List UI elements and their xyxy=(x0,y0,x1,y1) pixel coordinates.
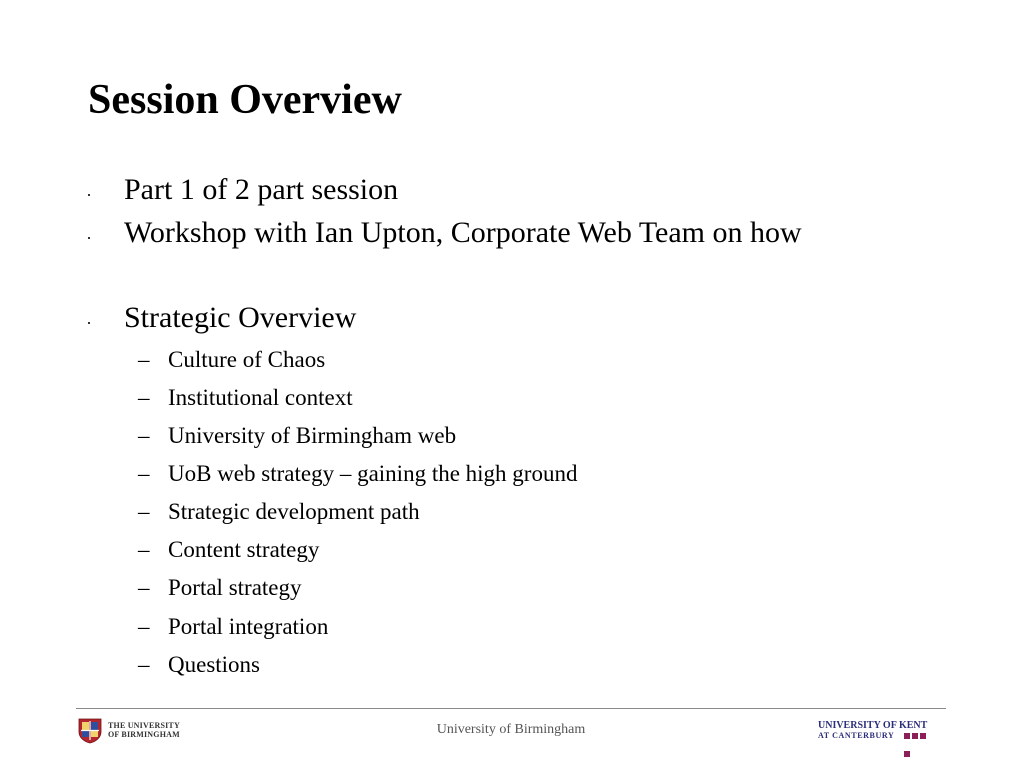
kent-logo-line1: UNIVERSITY OF KENT xyxy=(818,720,928,731)
uob-logo-line2: OF BIRMINGHAM xyxy=(108,730,180,739)
sub-bullet-text: UoB web strategy – gaining the high ground xyxy=(168,461,578,486)
dash-marker: – xyxy=(138,652,150,677)
sub-bullet-text: Portal integration xyxy=(168,614,329,639)
bullet-text: Workshop with Ian Upton, Corporate Web Team on how xyxy=(124,216,802,249)
dash-marker: – xyxy=(138,385,150,410)
sub-bullet-text: Institutional context xyxy=(168,385,353,410)
dash-marker: – xyxy=(138,537,150,562)
kent-squares-icon xyxy=(904,733,934,739)
bullet-dot-icon xyxy=(88,237,90,239)
dash-marker: – xyxy=(138,499,150,524)
bullet-dot-icon xyxy=(88,194,90,196)
dash-marker: – xyxy=(138,347,150,372)
dash-marker: – xyxy=(138,614,150,639)
footer-institution-name: University of Birmingham xyxy=(436,722,586,737)
slide-title: Session Overview xyxy=(88,77,402,123)
kent-logo-line2: AT CANTERBURY xyxy=(818,731,895,740)
university-of-kent-logo xyxy=(818,720,936,742)
footer-divider xyxy=(76,708,946,709)
sub-bullet-text: University of Birmingham web xyxy=(168,423,457,448)
sub-bullet-text: Content strategy xyxy=(168,537,320,562)
bullet-dot-icon xyxy=(88,322,90,324)
sub-bullet-text: Strategic development path xyxy=(168,499,420,524)
sub-bullet-text: Culture of Chaos xyxy=(168,347,326,372)
bullet-text: Strategic Overview xyxy=(124,301,357,334)
dash-marker: – xyxy=(138,461,150,486)
sub-bullet-text: Portal strategy xyxy=(168,575,302,600)
uob-logo-line1: THE UNIVERSITY xyxy=(108,721,180,730)
sub-bullet-text: Questions xyxy=(168,652,260,677)
dash-marker: – xyxy=(138,423,150,448)
bullet-text: Part 1 of 2 part session xyxy=(124,173,399,206)
dash-marker: – xyxy=(138,575,150,600)
